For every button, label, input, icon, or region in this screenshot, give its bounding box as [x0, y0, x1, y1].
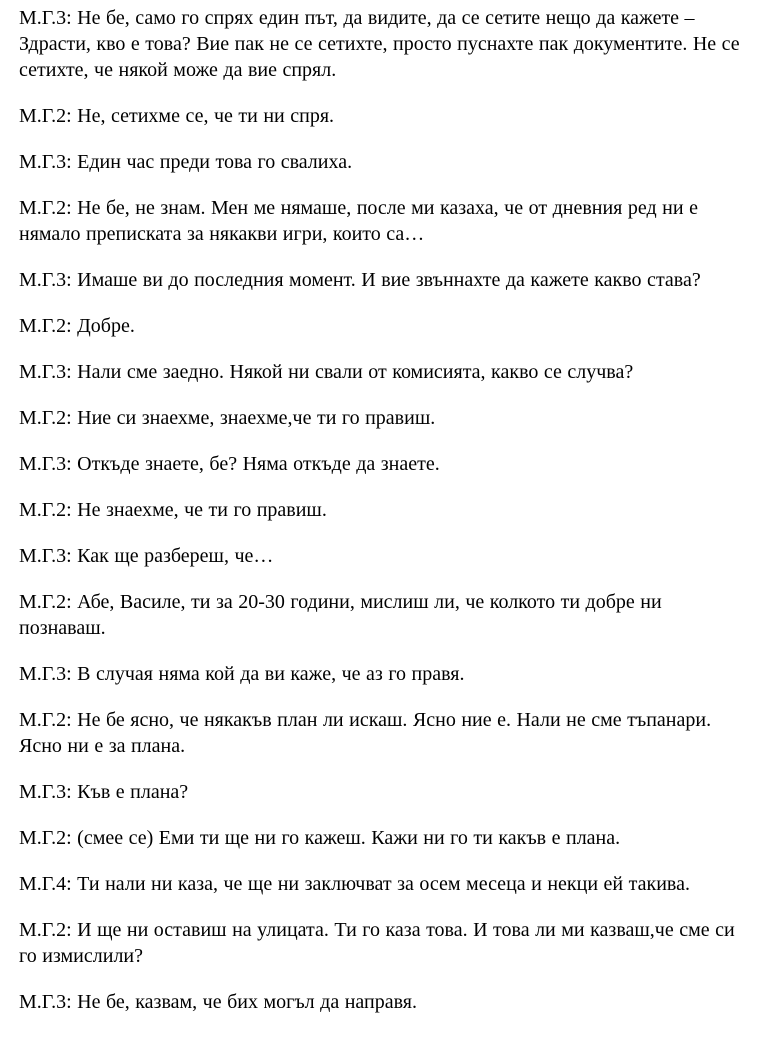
speech-text: Не бе ясно, че някакъв план ли искаш. Ясно ние е. Нали не сме тъпанари. Ясно ни е за плана.	[19, 709, 717, 757]
transcript-paragraph	[19, 589, 742, 641]
transcript-paragraph	[19, 825, 742, 851]
speech-text: В случая няма кой да ви каже, че аз го правя.	[77, 663, 465, 685]
speech-text: Къв е плана?	[77, 781, 189, 803]
speaker-label: М.Г.3:	[19, 781, 78, 803]
transcript-paragraph	[19, 989, 742, 1015]
speaker-label: М.Г.3:	[19, 269, 78, 291]
speech-text: Откъде знаете, бе? Няма откъде да знаете.	[77, 453, 440, 475]
transcript-paragraph	[19, 543, 742, 569]
speaker-label: М.Г.4:	[19, 873, 78, 895]
speaker-label: М.Г.3:	[19, 7, 78, 29]
speech-text: Как ще разбереш, че…	[77, 545, 274, 567]
speaker-label: М.Г.3:	[19, 991, 78, 1013]
transcript-paragraph	[19, 451, 742, 477]
speaker-label: М.Г.2:	[19, 591, 78, 613]
speech-text: Ти нали ни каза, че ще ни заключват за осем месеца и некци ей такива.	[77, 873, 690, 895]
speech-text: Ние си знаехме, знаехме,че ти го правиш.	[77, 407, 436, 429]
speaker-label: М.Г.3:	[19, 545, 78, 567]
transcript-paragraph	[19, 779, 742, 805]
transcript-paragraph	[19, 267, 742, 293]
speech-text: И ще ни оставиш на улицата. Ти го каза това. И това ли ми казваш,че сме си го измислили?	[19, 919, 741, 967]
speech-text: Добре.	[77, 315, 135, 337]
speaker-label: М.Г.2:	[19, 709, 78, 731]
speaker-label: М.Г.2:	[19, 197, 78, 219]
speech-text: Не бе, не знам. Мен ме нямаше, после ми казаха, че от дневния ред ни е нямало преписката за някакви игри, които са…	[19, 197, 704, 245]
transcript-paragraph	[19, 195, 742, 247]
transcript-paragraph	[19, 103, 742, 129]
transcript-paragraph	[19, 149, 742, 175]
speaker-label: М.Г.3:	[19, 361, 78, 383]
speech-text: Не, сетихме се, че ти ни спря.	[77, 105, 335, 127]
speaker-label: М.Г.3:	[19, 453, 78, 475]
speaker-label: М.Г.2:	[19, 315, 78, 337]
speaker-label: М.Г.2:	[19, 827, 78, 849]
speaker-label: М.Г.2:	[19, 499, 78, 521]
transcript-paragraph	[19, 871, 742, 897]
transcript-paragraph	[19, 5, 746, 83]
transcript-paragraph	[19, 661, 742, 687]
transcript-paragraph	[19, 917, 742, 969]
transcript	[19, 5, 746, 1015]
speech-text: Имаше ви до последния момент. И вие звъннахте да кажете какво става?	[77, 269, 701, 291]
speech-text: Не бе, само го спрях един път, да видите, да се сетите нещо да кажете – Здрасти, кво е това? Вие пак не се сетихте, просто пуснахте пак документите. Не се сетихте, че някой може да вие спрял.	[19, 7, 746, 81]
speech-text: Не бе, казвам, че бих могъл да направя.	[77, 991, 417, 1013]
transcript-paragraph	[19, 497, 742, 523]
transcript-paragraph	[19, 313, 742, 339]
speaker-label: М.Г.2:	[19, 407, 78, 429]
speaker-label: М.Г.2:	[19, 105, 78, 127]
speaker-label: М.Г.3:	[19, 663, 78, 685]
speech-text: Един час преди това го свалиха.	[77, 151, 353, 173]
speech-text: Не знаехме, че ти го правиш.	[77, 499, 327, 521]
speaker-label: М.Г.3:	[19, 151, 78, 173]
transcript-paragraph	[19, 359, 742, 385]
transcript-paragraph	[19, 707, 742, 759]
speech-text: Нали сме заедно. Някой ни свали от комисията, какво се случва?	[77, 361, 634, 383]
transcript-paragraph	[19, 405, 742, 431]
speaker-label: М.Г.2:	[19, 919, 78, 941]
speech-text: Абе, Василе, ти за 20-30 години, мислиш ли, че колкото ти добре ни познаваш.	[19, 591, 668, 639]
speech-text: (смее се) Еми ти ще ни го кажеш. Кажи ни го ти какъв е плана.	[77, 827, 621, 849]
